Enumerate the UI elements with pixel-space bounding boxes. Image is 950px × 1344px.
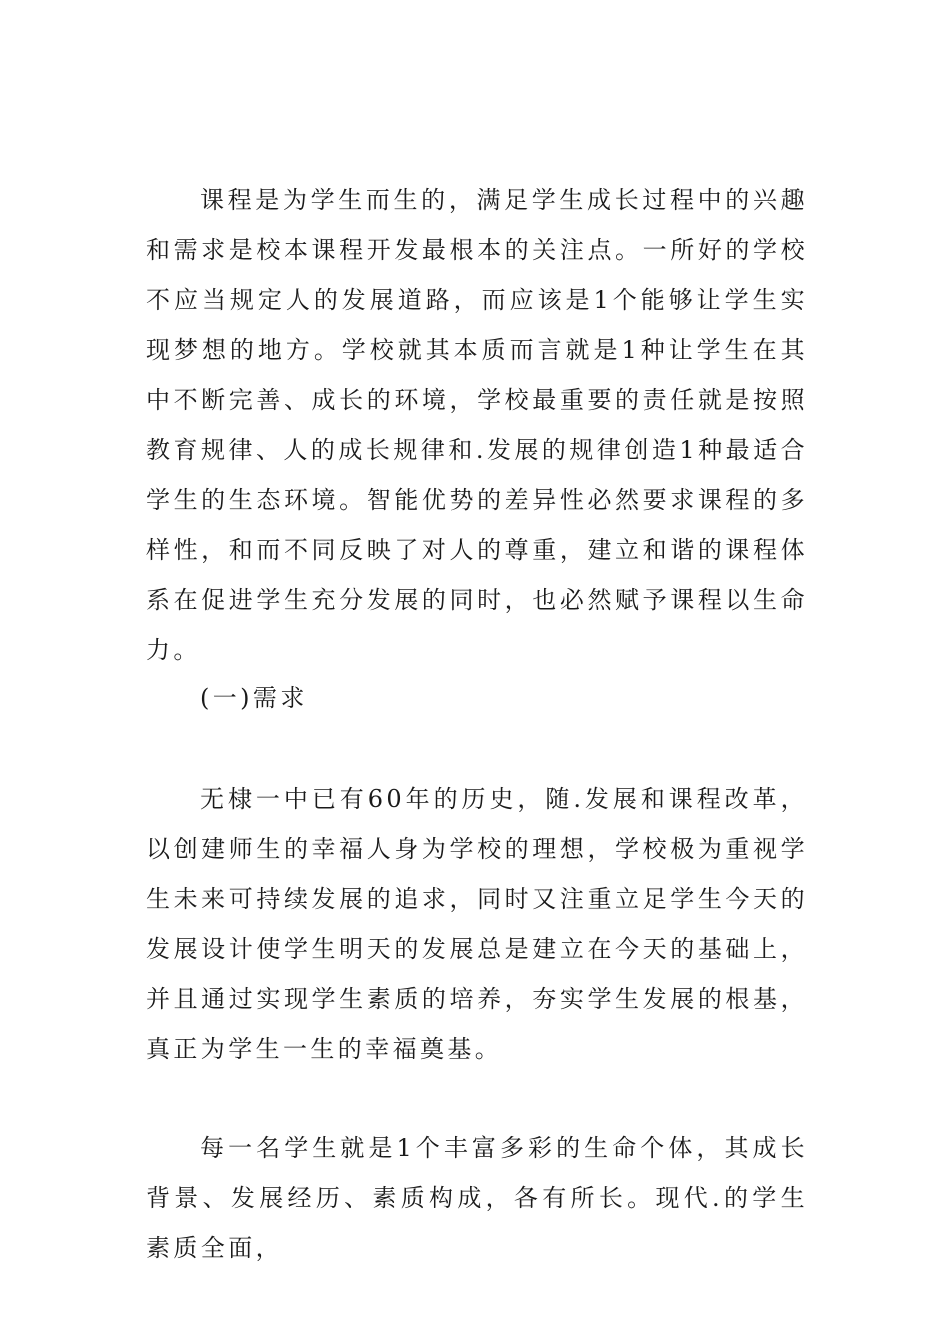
section-heading: (一)需求	[200, 684, 308, 712]
paragraph-school-history: 无棣一中已有60年的历史，随.发展和课程改革，以创建师生的幸福人身为学校的理想，学校极为重视学生未来可持续发展的追求，同时又注重立足学生今天的发展设计使学生明天的发展总是建立在今天的基础上，并且通过实现学生素质的培养，夯实学生发展的根基，真正为学生一生的幸福奠基。	[146, 785, 808, 1063]
paragraph-student-individuality: 每一名学生就是1个丰富多彩的生命个体，其成长背景、发展经历、素质构成，各有所长。现代.的学生素质全面，	[146, 1134, 808, 1262]
paragraph-intro: 课程是为学生而生的，满足学生成长过程中的兴趣和需求是校本课程开发最根本的关注点。一所好的学校不应当规定人的发展道路，而应该是1个能够让学生实现梦想的地方。学校就其本质而言就是1种让学生在其中不断完善、成长的环境，学校最重要的责任就是按照教育规律、人的成长规律和.发展的规律创造1种最适合学生的生态环境。智能优势的差异性必然要求课程的多样性，和而不同反映了对人的尊重，建立和谐的课程体系在促进学生充分发展的同时，也必然赋予课程以生命力。	[146, 186, 808, 664]
